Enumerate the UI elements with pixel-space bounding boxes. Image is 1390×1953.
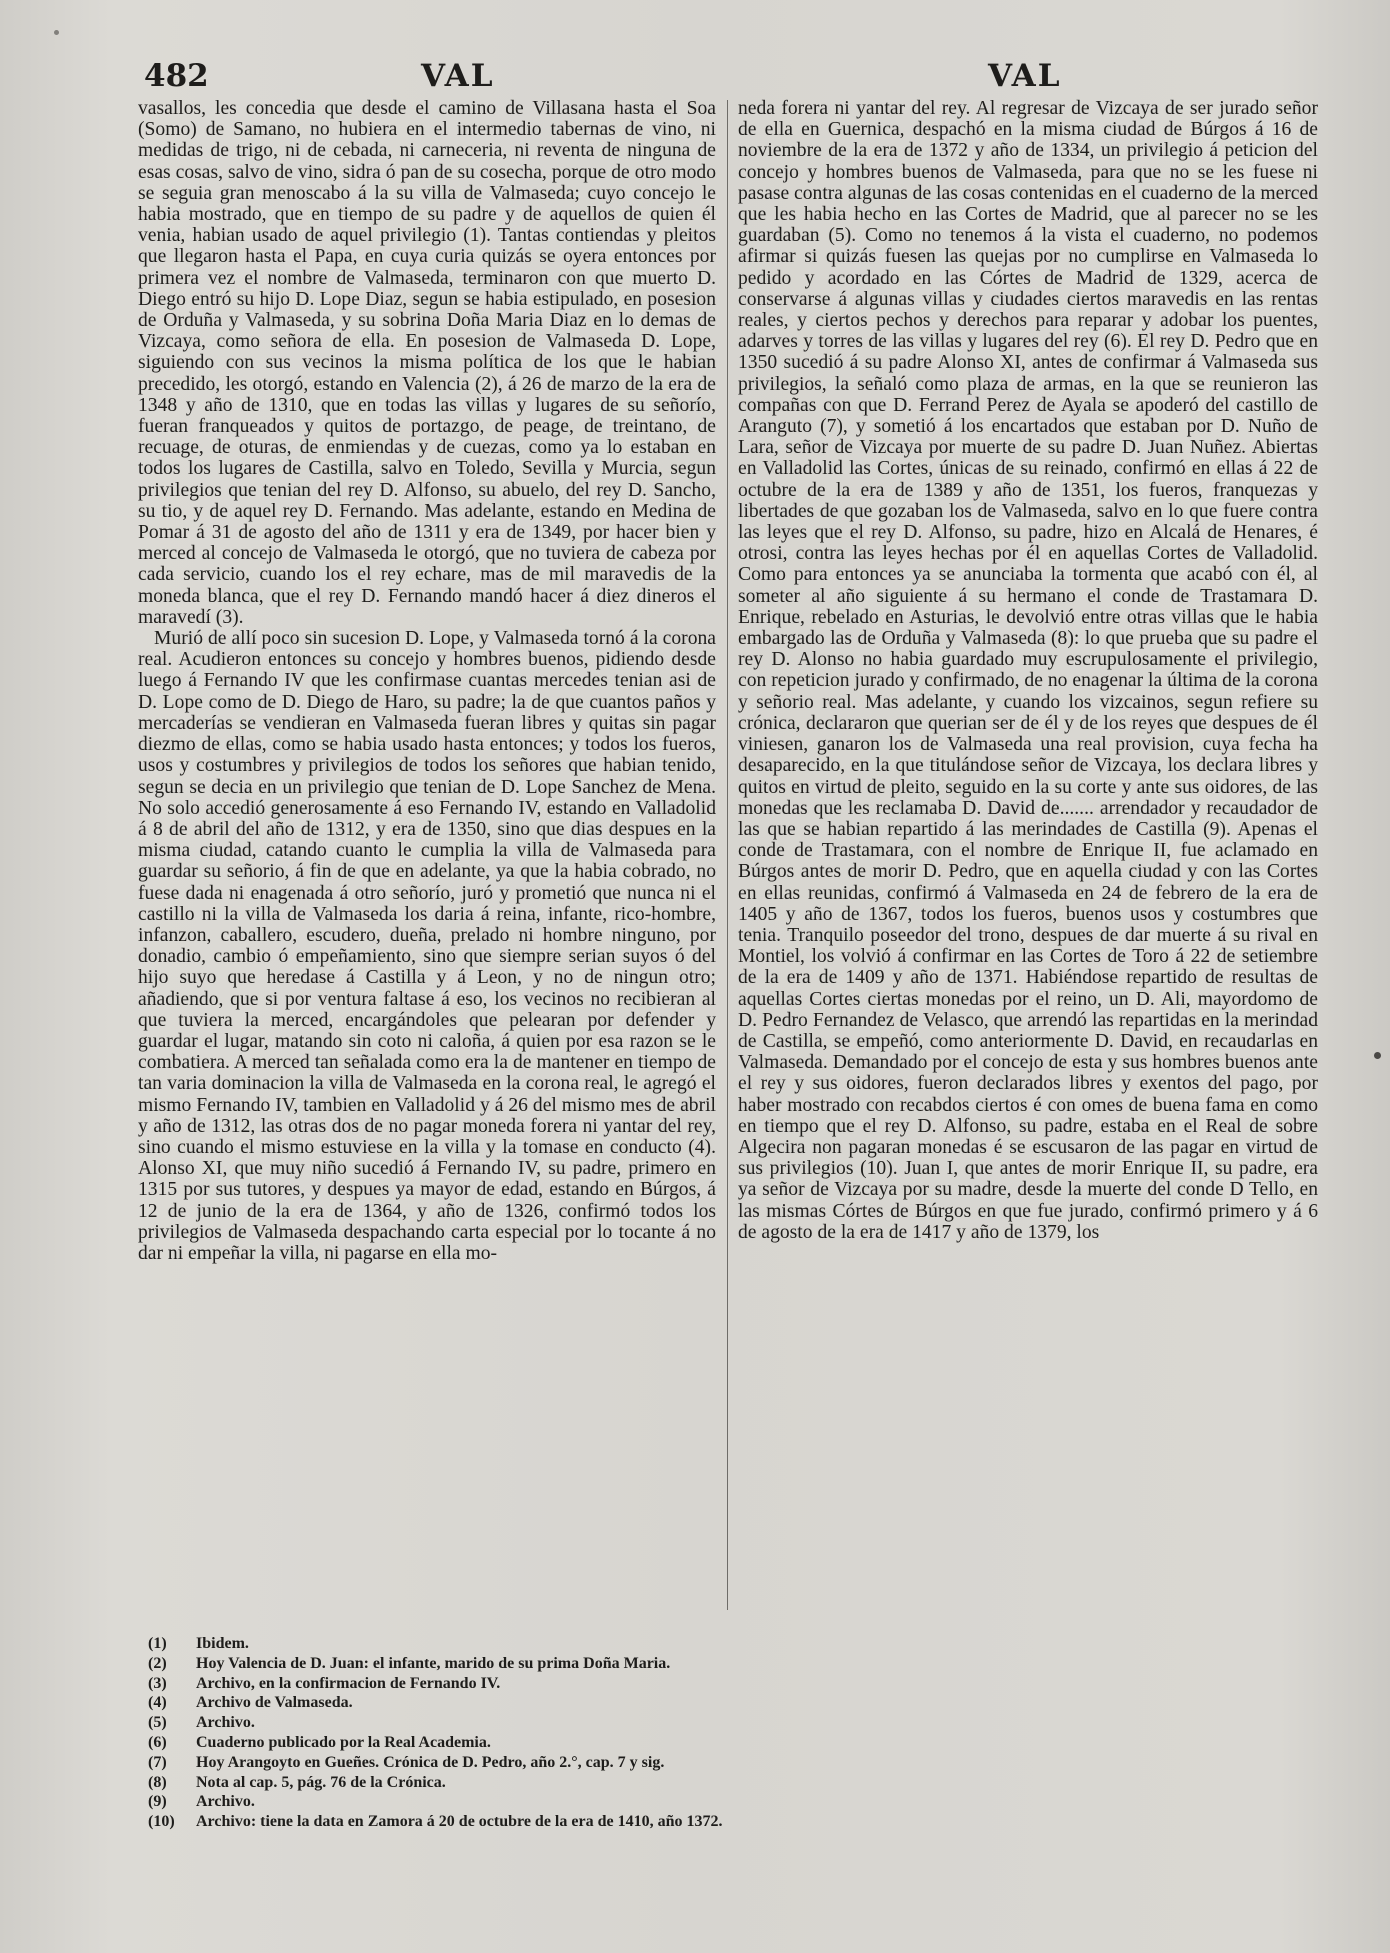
footnote: (1) Ibidem. [148, 1635, 249, 1652]
page-number: 482 [144, 58, 209, 94]
footnote: (9) Archivo. [148, 1793, 255, 1811]
footnote: (2) Hoy Valencia de D. Juan: el infante, marido de su prima Doña Maria. [148, 1654, 671, 1672]
left-column [138, 98, 716, 1613]
right-column [738, 98, 1318, 1613]
footnote: (8) Nota al cap. 5, pág. 76 de la Crónica. [148, 1773, 446, 1791]
running-head-right: VAL [988, 58, 1062, 94]
footnote: (4) Archivo de Valmaseda. [148, 1694, 353, 1712]
right-paragraph: neda forera ni yantar del rey. Al regresar de Vizcaya de ser jurado señor de ella en Guernica, despachó en la misma ciudad de Búrgos á 16 de noviembre de la era de 1372 y año de 1334, un privilegio á peticion del concejo y hombres buenos de Valmaseda, para que no se les fuese ni pasase contra algunas de las cosas contenidas en el cuaderno de la merced que les habia hecho en las Cortes de Madrid, que al parecer no se les guardaban (5). Como no tenemos á la vista el cuaderno, no podemos afirmar si quizás fuesen las quejas por no cumplirse en Valmaseda lo pedido y acordado en las Córtes de Madrid de 1329, acerca de conservarse á algunas villas y ciudades ciertos maravedis en las rentas reales, y ciertos pechos y derechos para reparar y adobar los puentes, adarves y torres de las villas y lugares del rey (6). El rey D. Pedro que en 1350 sucedió á su padre Alonso XI, antes de confirmar á Valmaseda sus privilegios, la señaló como plaza de armas, en la que se reunieron las compañas con que D. Ferrand Perez de Ayala se apoderó del castillo de Aranguto (7), y sometió á los encartados que estaban por D. Nuño de Lara, señor de Vizcaya por muerte de su padre D. Juan Nuñez. Abiertas en Valladolid las Cortes, únicas de su reinado, confirmó en ellas á 22 de octubre de la era de 1389 y año de 1351, los fueros, franquezas y libertades de que gozaban los de Valmaseda, salvo en lo que fuere contra las leyes que el rey D. Alfonso, su padre, hizo en Alcalá de Henares, é otrosi, contra las leyes hechas por él en aquellas Cortes de Valladolid. Como para entonces ya se anunciaba la tormenta que acabó con él, al someter al año siguiente á su hermano el conde de Trastamara D. Enrique, rebelado en Asturias, le devolvió entre otras villas que le habia embargado las de Orduña y Valmaseda (8): lo que prueba que su padre el rey D. Alonso no habia guardado muy escrupulosamente el privilegio, con repeticion jurado y confirmado, de no enagenar la última de la corona y señorio real. Mas adelante, y cuando los vizcainos, segun refiere su crónica, declararon que querian ser de él y de los reyes que despues de él viniesen, ganaron los de Valmaseda una real provision, cuya fecha ha desaparecido, en la que titulándose señor de Vizcaya, los declara libres y quitos en virtud de pleito, seguido en la su corte y ante sus oidores, de las monedas que les reclamaba D. David de....... arrendador y recaudador de las que se habian repartido á las merindades de Castilla (9). Apenas el conde de Trastamara, con el nombre de Enrique II, fue aclamado en Búrgos antes de morir D. Pedro, que en aquella ciudad y con las Cortes en ellas reunidas, confirmó á Valmaseda en 24 de febrero de la era de 1405 y año de 1367, todos los fueros, buenos usos y costumbres que tenia. Tranquilo poseedor del trono, despues de dar muerte á su rival en Montiel, los volvió á confirmar en las Cortes de Toro á 22 de setiembre de la era de 1409 y año de 1371. Habiéndose repartido de resultas de aquellas Cortes ciertas monedas por el reino, un D. Ali, mayordomo de D. Pedro Fernandez de Velasco, que arrendó las repartidas en la merindad de Castilla, se empeñó, como anteriormente D. David, en recaudarlas en Valmaseda. Demandado por el concejo de esta y sus hombres buenos ante el rey y sus oidores, fueron declarados libres y exentos del pago, por haber mostrado con recabdos ciertos é con omes de buena fama en como en tiempo que el rey D. Alfonso, su padre, estaba en el Real de sobre Algecira non pagaran monedas é se escusaron de las pagar en virtud de sus privilegios (10). Juan I, que antes de morir Enrique II, su padre, era ya señor de Vizcaya por su madre, desde la muerte del conde D Tello, en las mismas Córtes de Búrgos en que fue jurado, confirmó primero y á 6 de agosto de la era de 1417 y año de 1379, los [738, 98, 1318, 1243]
running-header [138, 58, 1313, 102]
footnote: (6) Cuaderno publicado por la Real Academia. [148, 1733, 491, 1751]
left-paragraph-1: vasallos, les concedia que desde el camino de Villasana hasta el Soa (Somo) de Samano, no hubiera en el intermedio tabernas de vino, ni medidas de trigo, ni de cebada, ni carneceria, ni reventa de ninguna de esas cosas, salvo de vino, sidra ó pan de su cosecha, porque de otro modo se seguia gran menoscabo á la su villa de Valmaseda; cuyo concejo le habia mostrado, que en tiempo de su padre y de aquellos de quien él venia, habian usado de aquel privilegio (1). Tantas contiendas y pleitos que llegaron hasta el Papa, en cuya curia quizás se oyera entonces por primera vez el nombre de Valmaseda, terminaron con que muerto D. Diego entró su hijo D. Lope Diaz, segun se habia estipulado, en posesion de Orduña y Valmaseda, y su sobrina Doña Maria Diaz en lo demas de Vizcaya, como señora de ella. En posesion de Valmaseda D. Lope, siguiendo con sus vecinos la misma política de los que le habian precedido, les otorgó, estando en Valencia (2), á 26 de marzo de la era de 1348 y año de 1310, que en todas las villas y lugares de su señorío, fueran franqueados y quitos de portazgo, de peage, de treintano, de recuage, de oturas, de enmiendas y de cuezas, como ya lo estaban en todos los lugares de Castilla, salvo en Toledo, Sevilla y Murcia, segun privilegios que tenian del rey D. Alfonso, su abuelo, del rey D. Sancho, su tio, y de aquel rey D. Fernando. Mas adelante, estando en Medina de Pomar á 31 de agosto del año de 1311 y era de 1349, por hacer bien y merced al concejo de Valmaseda le otorgó, que no tuviera de cabeza por cada servicio, cuando los el rey echare, mas de mil maravedis de la moneda blanca, que el rey D. Fernando mandó hacer á diez dineros el maravedí (3). [138, 98, 716, 628]
footnote: (3) Archivo, en la confirmacion de Fernando IV. [148, 1674, 501, 1692]
ink-spot [54, 30, 59, 35]
ink-spot [1374, 1052, 1381, 1059]
column-divider [727, 100, 728, 1610]
footnote: (10) Archivo: tiene la data en Zamora á 20 de octubre de la era de 1410, año 1372. [148, 1813, 723, 1831]
footnotes [148, 1634, 1148, 1832]
running-head-left: VAL [421, 58, 495, 94]
footnote: (7) Hoy Arangoyto en Gueñes. Crónica de D. Pedro, año 2.°, cap. 7 y sig. [148, 1753, 665, 1771]
footnote: (5) Archivo. [148, 1714, 255, 1732]
left-paragraph-2: Murió de allí poco sin sucesion D. Lope, y Valmaseda tornó á la corona real. Acudieron entonces su concejo y hombres buenos, pidiendo desde luego á Fernando IV que les confirmase cuantas mercedes tenian asi de D. Lope como de D. Diego de Haro, su padre; la de que cuantos paños y mercaderías se vendieran en Valmaseda fueran libres y quitas sin pagar diezmo de ellas, como se habia usado hasta entonces; y todos los fueros, usos y costumbres y privilegios de todos los señores que habian tenido, segun se decia en un privilegio que tenian de D. Lope Sanchez de Mena. No solo accedió generosamente á eso Fernando IV, estando en Valladolid á 8 de abril del año de 1312, y era de 1350, sino que dias despues en la misma ciudad, catando cuanto le cumplia la villa de Valmaseda para guardar su señorio, á fin de que en adelante, ya que la habia cobrado, no fuese dada ni enagenada á otro señorío, juró y prometió que nunca ni el castillo ni la villa de Valmaseda los daria á reina, infante, rico-hombre, infanzon, caballero, escudero, dueña, prelado ni hombre ninguno, por donadio, cambio ó empeñamiento, sino que siempre serian suyos ó del hijo suyo que heredase á Castilla y á Leon, y no de ningun otro; añadiendo, que si por ventura faltase á eso, los vecinos no recibieran al que tuviera la merced, encargándoles que pelearan por defender y guardar el lugar, matando sin coto ni caloña, á quien por esa razon se le combatiera. A merced tan señalada como era la de mantener en tiempo de tan varia dominacion la villa de Valmaseda en la corona real, le agregó el mismo Fernando IV, tambien en Valladolid y á 26 del mismo mes de abril y año de 1312, las otras dos de no pagar moneda forera ni yantar del rey, sino cuando el mismo estuviese en la villa y la tomase en conducto (4). Alonso XI, que muy niño sucedió á Fernando IV, su padre, primero en 1315 por sus tutores, y despues ya mayor de edad, estando en Búrgos, á 12 de junio de la era de 1364, y año de 1326, confirmó todos los privilegios de Valmaseda despachando carta especial por lo tocante á no dar ni empeñar la villa, ni pagarse en ella mo- [138, 628, 716, 1264]
